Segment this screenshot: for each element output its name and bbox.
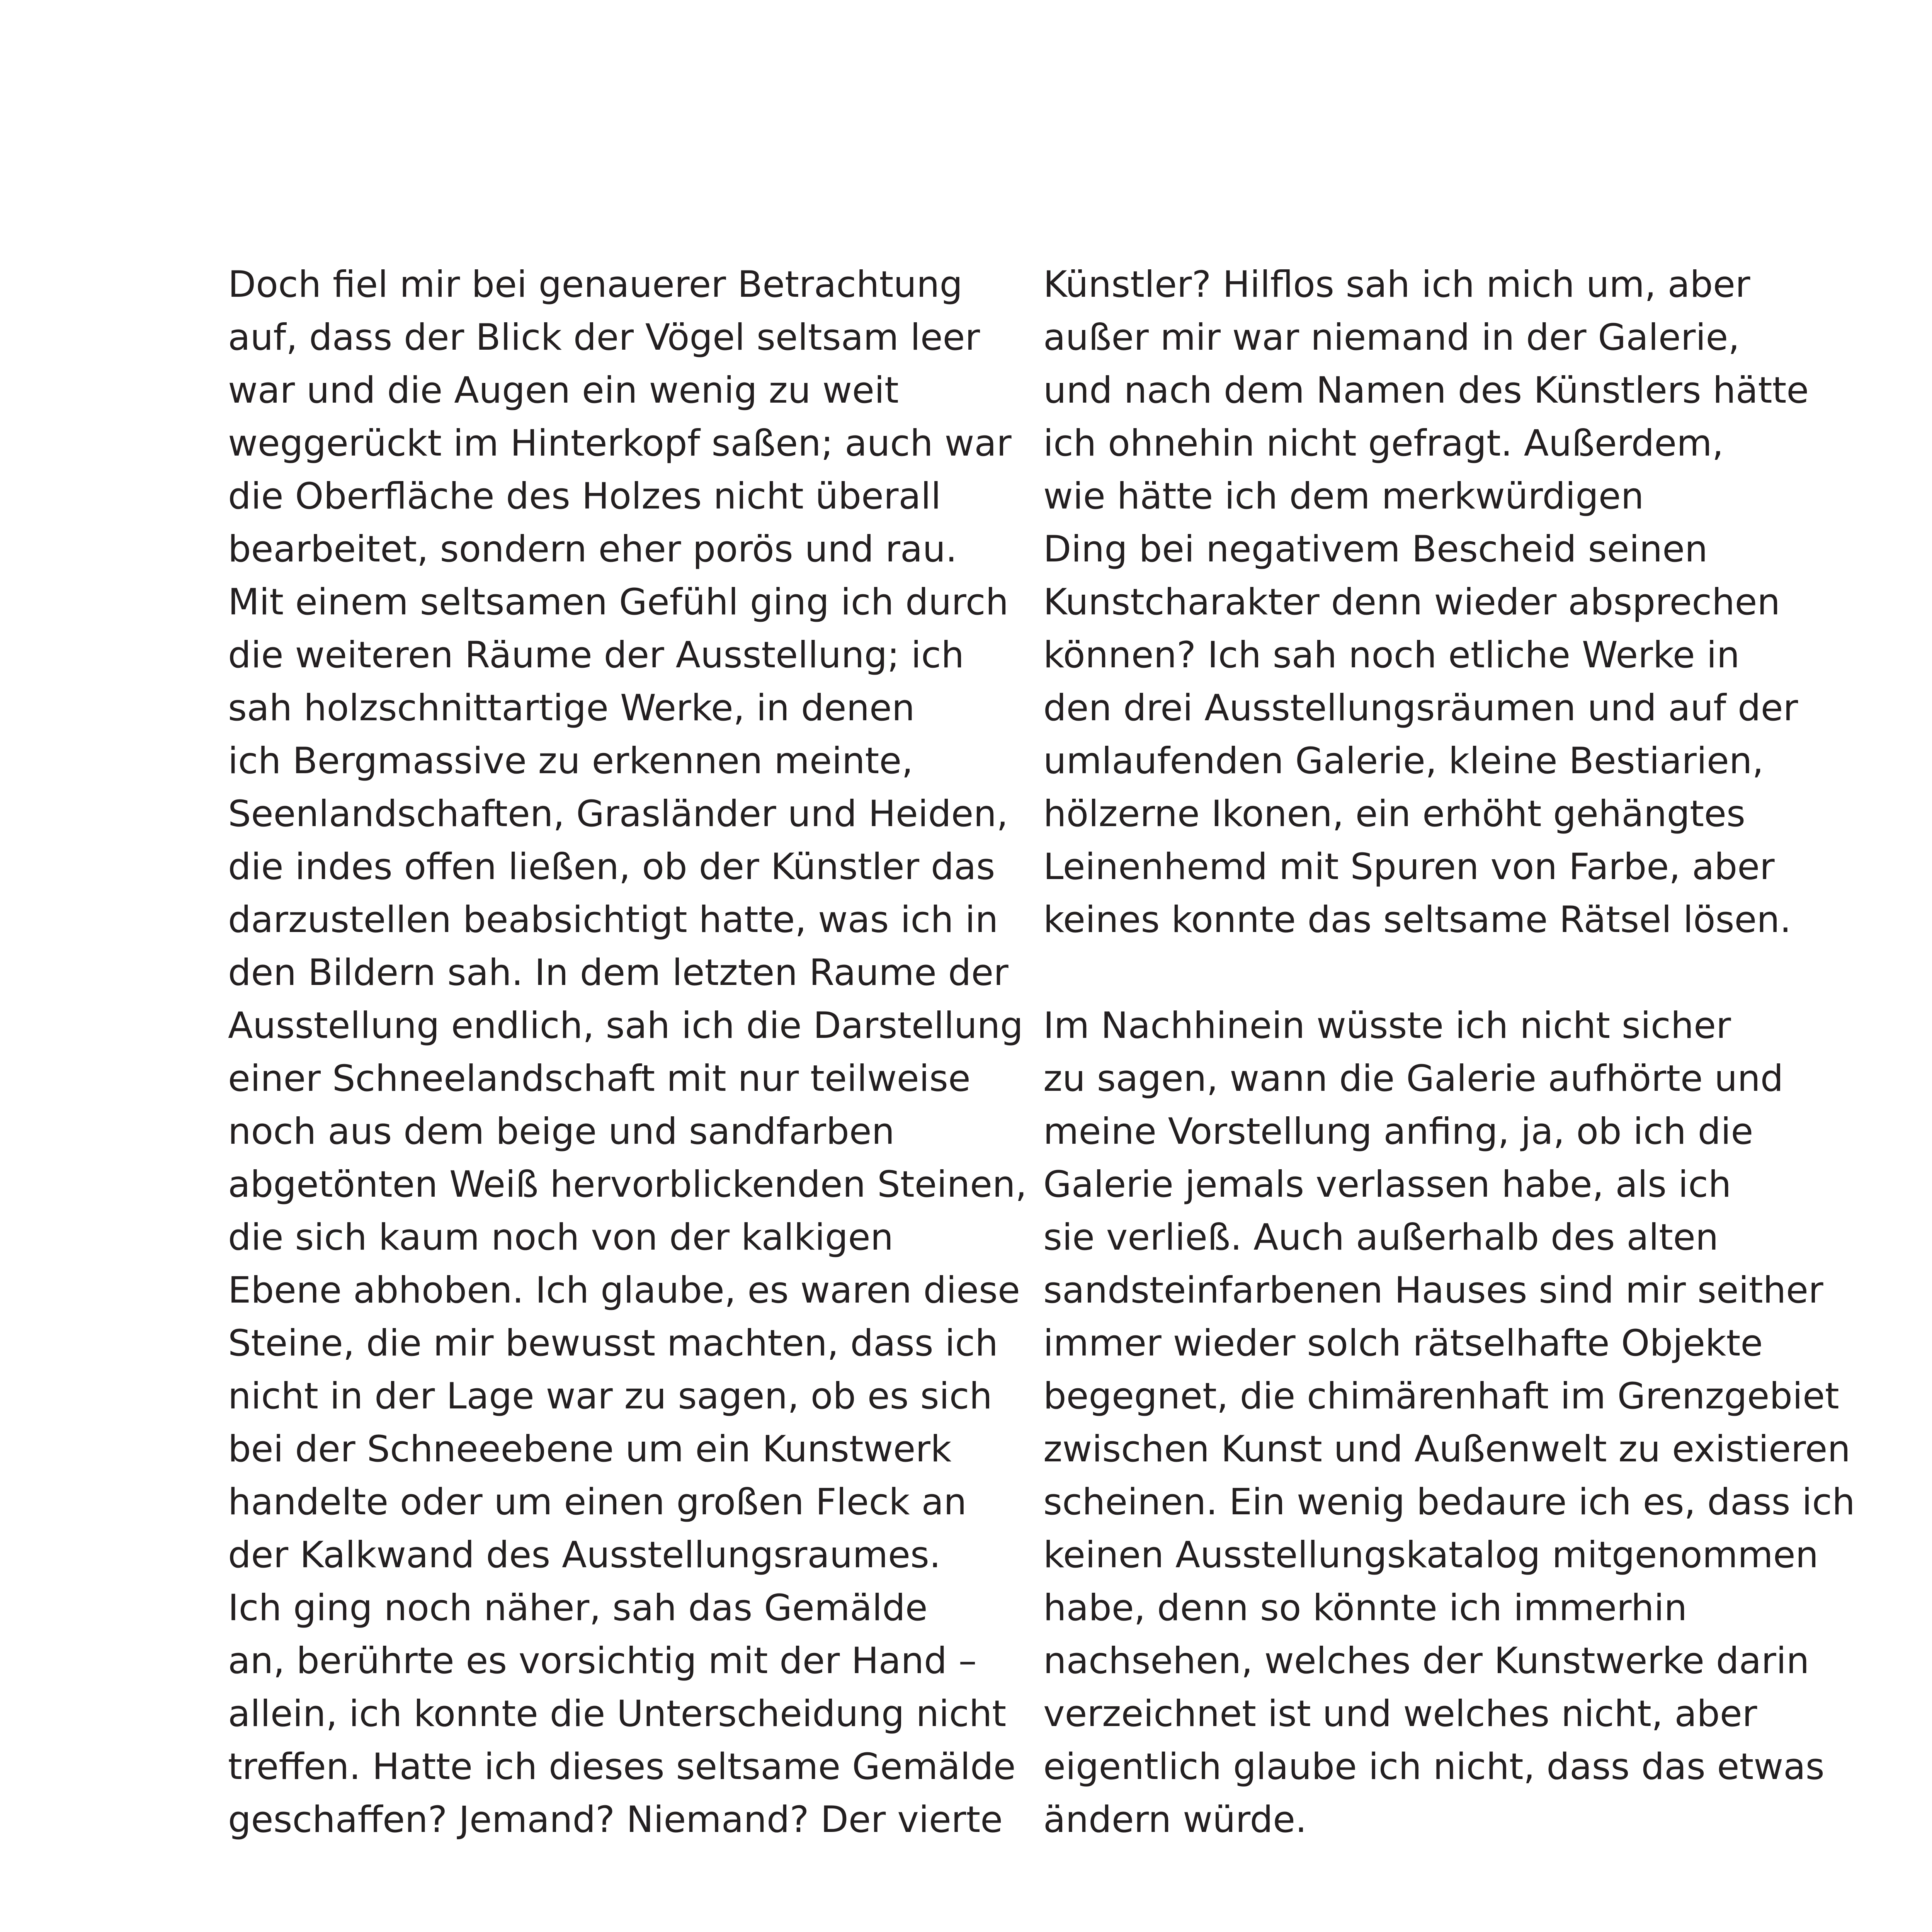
text-line: sie verließ. Auch außerhalb des alten: [1043, 1216, 1719, 1259]
text-line: Kunstcharakter denn wieder absprechen: [1043, 581, 1781, 623]
paragraph-gap: [1043, 946, 1839, 999]
text-column-left: [228, 258, 1027, 1846]
text-line: verzeichnet ist und welches nicht, aber: [1043, 1693, 1757, 1735]
text-line: abgetönten Weiß hervorblickenden Steinen,: [228, 1163, 1027, 1206]
text-line: hölzerne Ikonen, ein erhöht gehängtes: [1043, 793, 1745, 835]
text-line: auf, dass der Blick der Vögel seltsam leer: [228, 316, 980, 359]
text-line: den drei Ausstellungsräumen und auf der: [1043, 687, 1798, 729]
text-line: darzustellen beabsichtigt hatte, was ich in: [228, 899, 998, 941]
text-line: treffen. Hatte ich dieses seltsame Gemälde: [228, 1746, 1016, 1788]
text-line: den Bildern sah. In dem letzten Raume der: [228, 952, 1009, 994]
text-line: Künstler? Hilflos sah ich mich um, aber: [1043, 264, 1750, 306]
text-line: ich ohnehin nicht gefragt. Außerdem,: [1043, 422, 1724, 464]
text-line: die weiteren Räume der Ausstellung; ich: [228, 634, 964, 676]
text-line: außer mir war niemand in der Galerie,: [1043, 316, 1740, 359]
text-line: meine Vorstellung anfing, ja, ob ich die: [1043, 1111, 1753, 1153]
text-line: weggerückt im Hinterkopf saßen; auch war: [228, 422, 1012, 464]
text-line: allein, ich konnte die Unterscheidung nicht: [228, 1693, 1007, 1735]
text-line: Galerie jemals verlassen habe, als ich: [1043, 1163, 1731, 1206]
text-line: keinen Ausstellungskatalog mitgenommen: [1043, 1534, 1819, 1576]
text-line: ändern würde.: [1043, 1799, 1307, 1841]
text-line: zwischen Kunst und Außenwelt zu existieren: [1043, 1428, 1850, 1470]
text-line: war und die Augen ein wenig zu weit: [228, 369, 899, 412]
text-line: ich Bergmassive zu erkennen meinte,: [228, 740, 913, 782]
text-line: Ding bei negativem Bescheid seinen: [1043, 528, 1708, 570]
text-line: an, berührte es vorsichtig mit der Hand –: [228, 1640, 977, 1682]
text-line: die sich kaum noch von der kalkigen: [228, 1216, 894, 1259]
text-line: begegnet, die chimärenhaft im Grenzgebiet: [1043, 1375, 1839, 1417]
text-line: einer Schneelandschaft mit nur teilweise: [228, 1058, 971, 1100]
text-line: Ebene abhoben. Ich glaube, es waren diese: [228, 1269, 1020, 1311]
text-line: eigentlich glaube ich nicht, dass das etwas: [1043, 1746, 1825, 1788]
text-line: die Oberfläche des Holzes nicht überall: [228, 475, 941, 517]
text-line: nicht in der Lage war zu sagen, ob es sich: [228, 1375, 992, 1417]
text-line: sandsteinfarbenen Hauses sind mir seither: [1043, 1269, 1823, 1311]
text-line: wie hätte ich dem merkwürdigen: [1043, 475, 1644, 517]
text-line: scheinen. Ein wenig bedaure ich es, dass ich: [1043, 1481, 1855, 1523]
text-line: Im Nachhinein wüsste ich nicht sicher: [1043, 1005, 1731, 1047]
text-line: Seenlandschaften, Grasländer und Heiden,: [228, 793, 1008, 835]
text-line: können? Ich sah noch etliche Werke in: [1043, 634, 1740, 676]
text-line: sah holzschnittartige Werke, in denen: [228, 687, 915, 729]
text-line: umlaufenden Galerie, kleine Bestiarien,: [1043, 740, 1764, 782]
text-line: die indes offen ließen, ob der Künstler das: [228, 846, 995, 888]
text-line: Doch fiel mir bei genauerer Betrachtung: [228, 264, 963, 306]
text-line: geschaffen? Jemand? Niemand? Der vierte: [228, 1799, 1003, 1841]
text-line: Steine, die mir bewusst machten, dass ich: [228, 1322, 998, 1364]
text-line: nachsehen, welches der Kunstwerke darin: [1043, 1640, 1810, 1682]
text-line: der Kalkwand des Ausstellungsraumes.: [228, 1534, 941, 1576]
text-line: bei der Schneeebene um ein Kunstwerk: [228, 1428, 952, 1470]
text-line: zu sagen, wann die Galerie aufhörte und: [1043, 1058, 1784, 1100]
text-line: habe, denn so könnte ich immerhin: [1043, 1587, 1687, 1629]
text-line: Ich ging noch näher, sah das Gemälde: [228, 1587, 928, 1629]
text-column-right: [1043, 258, 1855, 1846]
text-line: und nach dem Namen des Künstlers hätte: [1043, 369, 1809, 412]
paragraph-1: [1043, 258, 1839, 946]
text-line: Leinenhemd mit Spuren von Farbe, aber: [1043, 846, 1775, 888]
paragraph-2: [1043, 999, 1855, 1846]
text-line: bearbeitet, sondern eher porös und rau.: [228, 528, 957, 570]
text-line: noch aus dem beige und sandfarben: [228, 1111, 895, 1153]
text-line: keines konnte das seltsame Rätsel lösen.: [1043, 899, 1791, 941]
text-line: handelte oder um einen großen Fleck an: [228, 1481, 967, 1523]
text-line: immer wieder solch rätselhafte Objekte: [1043, 1322, 1763, 1364]
text-line: Mit einem seltsamen Gefühl ging ich durch: [228, 581, 1009, 623]
text-line: Ausstellung endlich, sah ich die Darstellung: [228, 1005, 1023, 1047]
